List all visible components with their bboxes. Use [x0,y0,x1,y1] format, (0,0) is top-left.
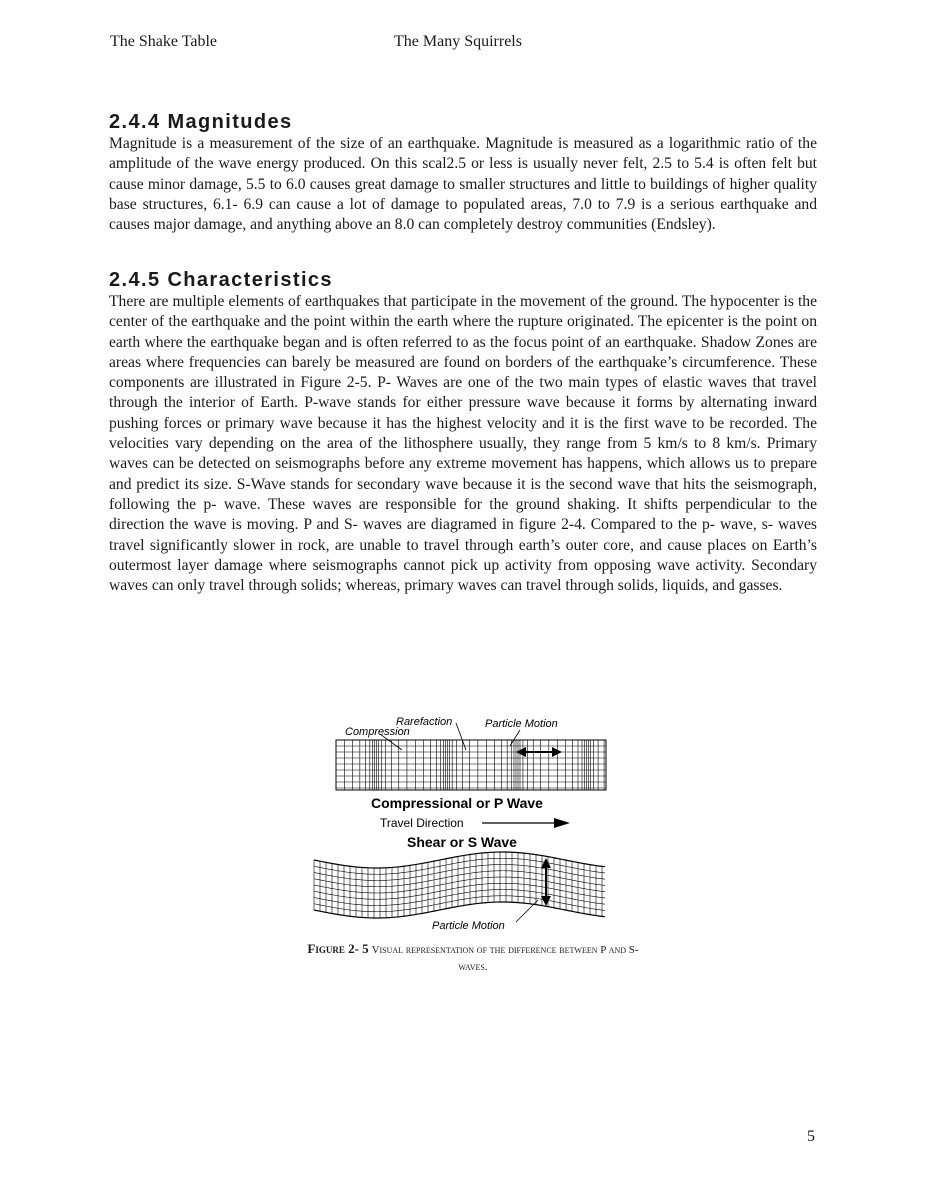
caption-text: Visual representation of the difference between P and S-waves. [371,944,639,973]
wave-diagram [310,710,610,940]
page-number: 5 [807,1128,815,1145]
particle-motion-top-label: Particle Motion [485,718,558,730]
figure-p-s-waves [310,710,610,940]
section-title-magnitudes: 2.4.4 Magnitudes [109,111,293,133]
paragraph-characteristics: There are multiple elements of earthquakes that participate in the movement of the ground. The hypocenter is the center of the earthquake and the point within the earth where the rupture originated. The epicenter is the point on earth where the earthquake began and is often referred to as the focus point of an earthquake. Shadow Zones are areas where frequencies can barely be measured are found on borders of the earthquake’s circumference. These components are illustrated in Figure 2-5. P- Waves are one of the two main types of elastic waves that travel through the interior of Earth. P-wave stands for either pressure wave because it forms by alternating inward pushing forces or primary wave because it has the highest velocity and it is the first wave to be recorded. The velocities vary depending on the area of the lithosphere usually, they range from 5 km/s to 8 km/s. Primary waves can be detected on seismographs before any extreme movement has happens, which allows us to prepare and predict its size. S-Wave stands for secondary wave because it is the second wave that hits the seismograph, following the p- wave. These waves are responsible for the ground shaking. It shifts perpendicular to the direction the wave is moving. P and S- waves are diagramed in figure 2-4. Compared to the p- wave, s- waves travel significantly slower in rock, are unable to travel through earth’s outer core, and cause places on Earth’s outermost layer damage where seismographs cannot pick up activity from opposing wave activity. Secondary waves can only travel through solids; whereas, primary waves can travel through solids, liquids, and gasses. [109,293,817,595]
running-header-center: The Many Squirrels [394,33,522,50]
travel-direction-label: Travel Direction [380,816,464,830]
section-title-characteristics: 2.4.5 Characteristics [109,269,333,291]
particle-motion-pointer [510,730,520,746]
p-wave-grid [336,740,606,790]
paragraph-magnitudes: Magnitude is a measurement of the size of an earthquake. Magnitude is measured as a logarithmic ratio of the amplitude of the wave energy produced. On this scal2.5 or less is usually never felt, 2.5 to 5.4 is often felt but cause minor damage, 5.5 to 6.0 causes great damage to smaller structures and little to buildings of higher quality base structures, 6.1- 6.9 can cause a lot of damage to populated areas, 7.0 to 7.9 is a serious earthquake and causes major damage, and anything above an 8.0 can completely destroy communities (Endsley). [109,135,817,234]
rarefaction-label: Rarefaction [396,716,453,728]
running-header-left: The Shake Table [110,33,217,50]
travel-direction-arrow [482,818,570,828]
s-wave-grid [314,852,605,918]
p-wave-title: Compressional or P Wave [371,795,543,811]
s-wave-title: Shear or S Wave [407,834,517,850]
caption-label: Figure 2- 5 [307,941,369,956]
compression-label: Compression [345,726,410,738]
particle-motion-bottom-label: Particle Motion [432,920,505,932]
figure-caption [300,940,646,976]
